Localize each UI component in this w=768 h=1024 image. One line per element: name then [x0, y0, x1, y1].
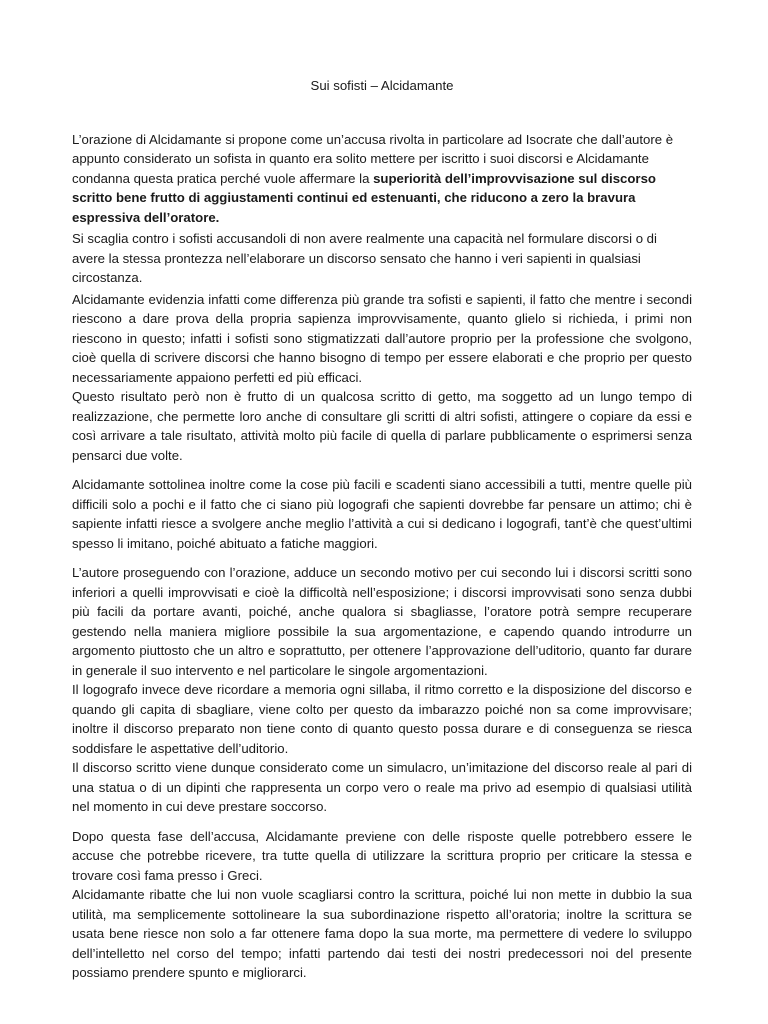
paragraph-secondo-motivo-2: Il logografo invece deve ricordare a memoria ogni sillaba, il ritmo corretto e la disposizione del discorso e quando gli capita di sbagliare, viene colto per questo da imbarazzo poiché non sa come improvvisare; inoltre il discorso preparato non tiene conto di quanto questo possa durare e di conseguenza se riesca soddisfare le aspettative dell’uditorio. [72, 682, 692, 756]
paragraph-secondo-motivo-3: Il discorso scritto viene dunque considerato come un simulacro, un’imitazione del discorso reale al pari di una statua o di un dipinti che rappresenta un corpo vero o reale ma privo ad esempio di qualsiasi utilità nel momento in cui deve prestare soccorso. [72, 760, 692, 814]
paragraph-risposte-2: Alcidamante ribatte che lui non vuole scagliarsi contro la scrittura, poiché lui non mette in dubbio la sua utilità, ma semplicemente sottolineare la sua subordinazione rispetto all’oratoria; inoltre la scrittura se usata bene riesce non solo a far ottenere fama dopo la sua morte, ma permettere di vedere lo sviluppo dell’intelletto nel corso del tempo; infatti partendo dai testi dei nostri predecessori noi del presente possiamo prendere spunto e migliorarci. [72, 887, 692, 980]
paragraph-accusa-sofisti: Si scaglia contro i sofisti accusandoli di non avere realmente una capacità nel formulare discorsi o di avere la stessa prontezza nell’elaborare un discorso sensato che hanno i veri sapienti in qualsiasi circostanza. [72, 231, 657, 285]
paragraph-differenza-1: Alcidamante evidenzia infatti come differenza più grande tra sofisti e sapienti, il fatto che mentre i secondi riescono a dare prova della propria sapienza improvvisamente, quanto glielo si richieda, i primi non riescono in questo; infatti i sofisti sono stigmatizzati dall’autore proprio per la professione che svolgono, cioè quella di scrivere discorsi che hanno bisogno di tempo per essere elaborati e che proprio per questo necessariamente appaiono perfetti ed più efficaci. [72, 291, 692, 385]
page-title: Sui sofisti – Alcidamante [310, 78, 454, 93]
paragraph-group-cose-facili [72, 475, 692, 553]
paragraph-group-differenza [72, 290, 692, 466]
paragraph-secondo-motivo-1: L’autore proseguendo con l’orazione, adduce un secondo motivo per cui secondo lui i discorsi scritti sono inferiori a quelli improvvisati e cioè la difficoltà nell’esposizione; i discorsi improvvisati sono senza dubbi più facili da portare avanti, poiché, anche qualora si sbagliasse, l’oratore potrà sempre recuperare gestendo nella maniera migliore possibile la sua argomentazione, e capendo quando introdurre un argomento piuttosto che un altro e soprattutto, per ottenere l’approvazione dell’uditorio, quanto far durare in generale il suo intervento e nel particolare le singole argomentazioni. [72, 565, 692, 678]
paragraph-risposte-1: Dopo questa fase dell’accusa, Alcidamante previene con delle risposte quelle potrebbero essere le accuse che potrebbe ricevere, tra tutte quella di utilizzare la scrittura proprio per criticare la stessa e trovare così fama presso i Greci. [72, 828, 692, 883]
paragraph-intro-text: L’orazione di Alcidamante si propone come un’accusa rivolta in particolare ad Isocrate che dall’autore è appunto considerato un sofista in quanto era solito mettere per iscritto i suoi discorsi e Alcidamante condanna questa pratica perché vuole affermare la [72, 131, 674, 186]
paragraph-intro-bold-emphasis: superiorità dell’improvvisazione sul discorso scritto bene frutto di aggiustamenti continui ed estenuanti, che riducono a zero la bravura espressiva dell’oratore. [72, 170, 656, 225]
paragraph-differenza-2: Questo risultato però non è frutto di un qualcosa scritto di getto, ma soggetto ad un lungo tempo di realizzazione, che permette loro anche di consultare gli scritti di altri sofisti, attingere o copiare da essi e così arrivare a tale risultato, attività molto più facile di quella di parlare pubblicamente o esprimersi senza pensarci due volte. [72, 389, 692, 463]
paragraph-intro [72, 130, 692, 228]
paragraph-cose-facili: Alcidamante sottolinea inoltre come la cose più facili e scadenti siano accessibili a tutti, mentre quelle più difficili solo a pochi e il fatto che ci siano più logografi che sapienti dovrebbe far pensare un attimo; chi è sapiente infatti riesce a svolgere anche meglio l’attività a cui si dedicano i logografi, tant’è che quest’ultimi spesso li imitano, poiché abituato a fatiche maggiori. [72, 477, 692, 551]
paragraph-group-secondo-motivo [72, 563, 692, 817]
paragraph-group-risposte [72, 827, 692, 983]
